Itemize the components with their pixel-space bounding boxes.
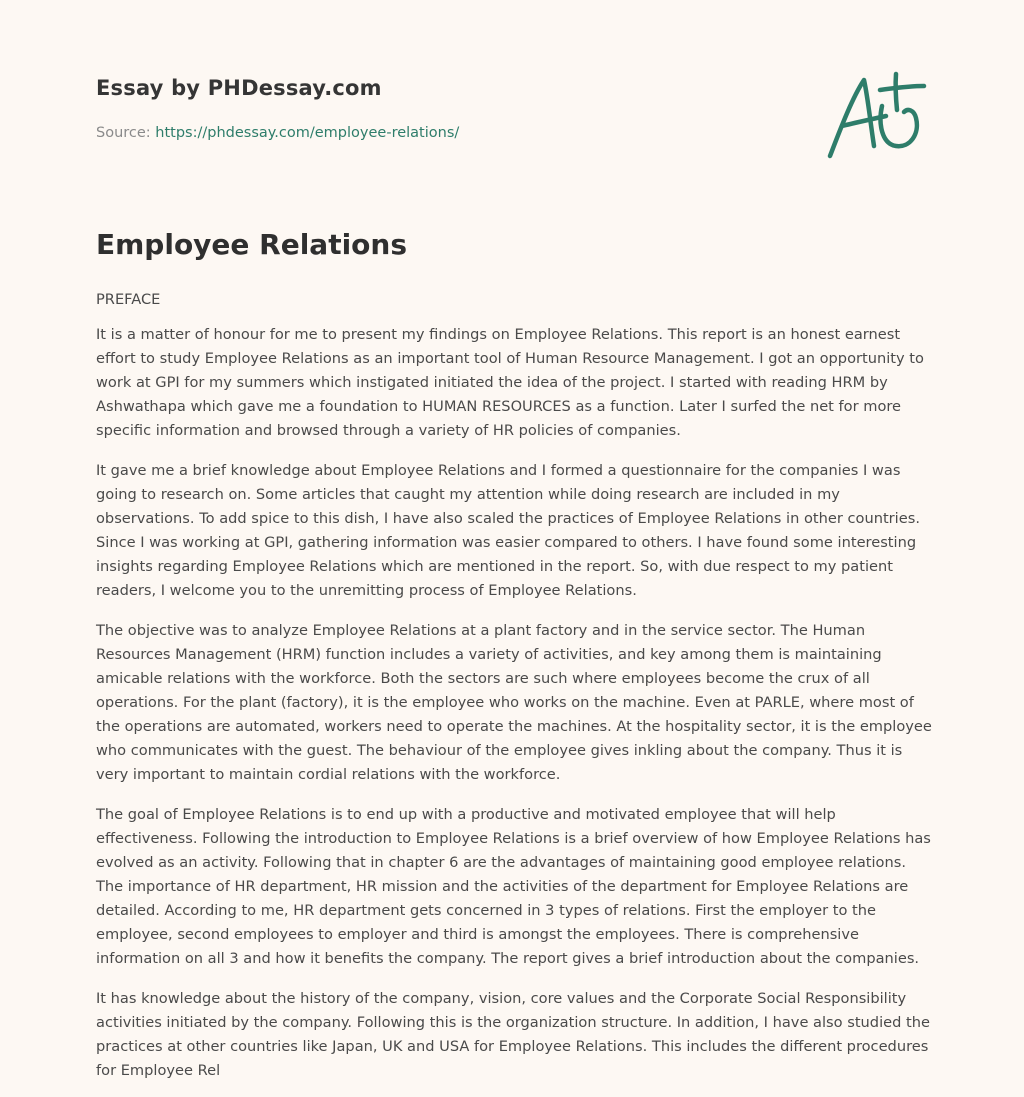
essay-content	[96, 226, 932, 1083]
essay-paragraph: It is a matter of honour for me to present my findings on Employee Relations. This report is an honest earnest effort to study Employee Relations as an important tool of Human Resource Management. I got an opportunity to work at GPI for my summers which instigated initiated the idea of the project. I started with reading HRM by Ashwathapa which gave me a foundation to HUMAN RESOURCES as a function. Later I surfed the net for more specific information and browsed through a variety of HR policies of companies.	[96, 326, 924, 439]
site-title: Essay by PHDessay.com	[96, 76, 382, 100]
essay-paragraph: It gave me a brief knowledge about Employee Relations and I formed a questionnaire for the companies I was going to research on. Some articles that caught my attention while doing research are included in my observations. To add spice to this dish, I have also scaled the practices of Employee Relations in other countries. Since I was working at GPI, gathering information was easier compared to others. I have found some interesting insights regarding Employee Relations which are mentioned in the report. So, with due respect to my patient readers, I welcome you to the unremitting process of Employee Relations.	[96, 462, 920, 599]
essay-title: Employee Relations	[96, 228, 408, 261]
source-label: Source:	[96, 125, 151, 141]
essay-paragraph: The goal of Employee Relations is to end up with a productive and motivated employee that will help effectiveness. Following the introduction to Employee Relations is a brief overview of how Employee Relations has evolved as an activity. Following that in chapter 6 are the advantages of maintaining good employee relations. The importance of HR department, HR mission and the activities of the department for Employee Relations are detailed. According to me, HR department gets concerned in 3 types of relations. First the employer to the employee, second employees to employer and third is amongst the employees. There is comprehensive information on all 3 and how it benefits the company. The report gives a brief introduction about the companies.	[96, 806, 931, 967]
source-line	[96, 125, 459, 141]
preface-heading: PREFACE	[96, 291, 161, 308]
essay-paragraph: The objective was to analyze Employee Relations at a plant factory and in the service sector. The Human Resources Management (HRM) function includes a variety of activities, and key among them is maintaining amicable relations with the workforce. Both the sectors are such where employees become the crux of all operations. For the plant (factory), it is the employee who works on the machine. Even at PARLE, where most of the operations are automated, workers need to operate the machines. At the hospitality sector, it is the employee who communicates with the guest. The behaviour of the employee gives inkling about the company. Thus it is very important to maintain cordial relations with the workforce.	[96, 622, 932, 783]
essay-paragraph: It has knowledge about the history of the company, vision, core values and the Corporate Social Responsibility activities initiated by the company. Following this is the organization structure. In addition, I have also studied the practices at other countries like Japan, UK and USA for Employee Relations. This includes the different procedures for Employee Rel	[96, 990, 930, 1079]
a-plus-logo-icon	[824, 68, 928, 162]
page-header	[96, 72, 928, 182]
source-link[interactable]: https://phdessay.com/employee-relations/	[155, 125, 460, 141]
